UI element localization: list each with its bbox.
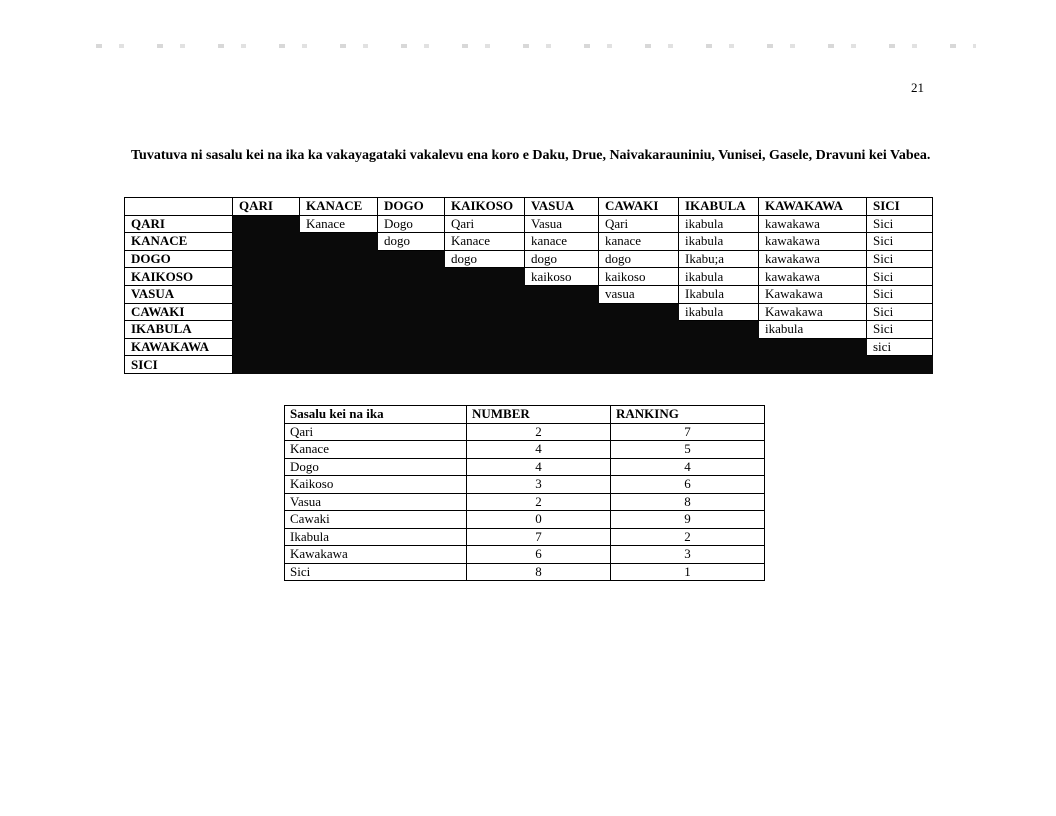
- ranking-row: [285, 511, 765, 529]
- matrix-shaded-cell: [525, 338, 599, 356]
- ranking-item-name: Kanace: [285, 441, 467, 459]
- matrix-row: [125, 215, 933, 233]
- matrix-cell: Sici: [867, 303, 933, 321]
- matrix-shaded-cell: [233, 285, 300, 303]
- matrix-cell: kaikoso: [599, 268, 679, 286]
- matrix-shaded-cell: [300, 233, 378, 251]
- ranking-table: [284, 405, 765, 581]
- matrix-cell: ikabula: [679, 268, 759, 286]
- ranking-rank: 8: [611, 493, 765, 511]
- ranking-number: 0: [467, 511, 611, 529]
- matrix-row-label: CAWAKI: [125, 303, 233, 321]
- matrix-cell: ikabula: [759, 321, 867, 339]
- matrix-cell: Vasua: [525, 215, 599, 233]
- matrix-shaded-cell: [599, 321, 679, 339]
- matrix-cell: dogo: [378, 233, 445, 251]
- matrix-shaded-cell: [445, 321, 525, 339]
- matrix-column-header: CAWAKI: [599, 198, 679, 216]
- ranking-column-header: Sasalu kei na ika: [285, 406, 467, 424]
- ranking-item-name: Kawakawa: [285, 546, 467, 564]
- matrix-shaded-cell: [445, 285, 525, 303]
- matrix-shaded-cell: [233, 321, 300, 339]
- matrix-row: [125, 338, 933, 356]
- matrix-column-header: KANACE: [300, 198, 378, 216]
- matrix-shaded-cell: [679, 321, 759, 339]
- matrix-shaded-cell: [378, 268, 445, 286]
- matrix-row: [125, 250, 933, 268]
- matrix-row: [125, 285, 933, 303]
- matrix-shaded-cell: [378, 338, 445, 356]
- matrix-cell: Ikabula: [679, 285, 759, 303]
- matrix-column-header: KAWAKAWA: [759, 198, 867, 216]
- matrix-shaded-cell: [378, 250, 445, 268]
- ranking-number: 7: [467, 528, 611, 546]
- matrix-shaded-cell: [300, 303, 378, 321]
- matrix-shaded-cell: [679, 356, 759, 374]
- ranking-number: 4: [467, 441, 611, 459]
- matrix-row: [125, 356, 933, 374]
- matrix-cell: Kanace: [300, 215, 378, 233]
- matrix-cell: Sici: [867, 321, 933, 339]
- ranking-column-header: NUMBER: [467, 406, 611, 424]
- ranking-header-row: [285, 406, 765, 424]
- ranking-rank: 3: [611, 546, 765, 564]
- matrix-shaded-cell: [679, 338, 759, 356]
- matrix-header-row: [125, 198, 933, 216]
- ranking-rank: 2: [611, 528, 765, 546]
- matrix-shaded-cell: [233, 356, 300, 374]
- matrix-cell: kawakawa: [759, 268, 867, 286]
- matrix-cell: Qari: [599, 215, 679, 233]
- matrix-column-header: SICI: [867, 198, 933, 216]
- matrix-shaded-cell: [867, 356, 933, 374]
- matrix-row-label: KANACE: [125, 233, 233, 251]
- matrix-shaded-cell: [233, 268, 300, 286]
- ranking-row: [285, 476, 765, 494]
- matrix-shaded-cell: [378, 285, 445, 303]
- document-heading: Tuvatuva ni sasalu kei na ika ka vakayagataki vakalevu ena koro e Daku, Drue, Naivakarauniniu, Vunisei, Gasele, Dravuni kei Vabea.: [131, 148, 931, 163]
- matrix-cell: kawakawa: [759, 215, 867, 233]
- matrix-column-header: VASUA: [525, 198, 599, 216]
- ranking-item-name: Sici: [285, 563, 467, 581]
- matrix-shaded-cell: [599, 338, 679, 356]
- matrix-shaded-cell: [445, 338, 525, 356]
- matrix-shaded-cell: [300, 338, 378, 356]
- matrix-shaded-cell: [599, 356, 679, 374]
- matrix-cell: kanace: [525, 233, 599, 251]
- matrix-cell: Kawakawa: [759, 303, 867, 321]
- matrix-column-header: QARI: [233, 198, 300, 216]
- matrix-corner-cell: [125, 198, 233, 216]
- matrix-shaded-cell: [300, 268, 378, 286]
- matrix-cell: kaikoso: [525, 268, 599, 286]
- matrix-row: [125, 303, 933, 321]
- matrix-row-label: DOGO: [125, 250, 233, 268]
- ranking-rank: 7: [611, 423, 765, 441]
- matrix-column-header: DOGO: [378, 198, 445, 216]
- ranking-rank: 9: [611, 511, 765, 529]
- matrix-cell: vasua: [599, 285, 679, 303]
- ranking-row: [285, 493, 765, 511]
- matrix-shaded-cell: [525, 285, 599, 303]
- ranking-item-name: Qari: [285, 423, 467, 441]
- matrix-row-label: SICI: [125, 356, 233, 374]
- ranking-row: [285, 458, 765, 476]
- matrix-body: [125, 215, 933, 373]
- ranking-rank: 5: [611, 441, 765, 459]
- matrix-shaded-cell: [378, 356, 445, 374]
- ranking-column-header: RANKING: [611, 406, 765, 424]
- matrix-cell: ikabula: [679, 303, 759, 321]
- matrix-shaded-cell: [378, 321, 445, 339]
- matrix-cell: ikabula: [679, 233, 759, 251]
- matrix-row-label: KAIKOSO: [125, 268, 233, 286]
- matrix-cell: Ikabu;a: [679, 250, 759, 268]
- matrix-shaded-cell: [233, 215, 300, 233]
- matrix-shaded-cell: [233, 303, 300, 321]
- matrix-shaded-cell: [300, 250, 378, 268]
- ranking-number: 8: [467, 563, 611, 581]
- matrix-cell: Sici: [867, 215, 933, 233]
- matrix-column-header: KAIKOSO: [445, 198, 525, 216]
- matrix-shaded-cell: [300, 321, 378, 339]
- ranking-number: 4: [467, 458, 611, 476]
- matrix-shaded-cell: [445, 356, 525, 374]
- scan-noise-strip: [96, 44, 976, 48]
- matrix-cell: dogo: [599, 250, 679, 268]
- ranking-row: [285, 441, 765, 459]
- matrix-row-label: KAWAKAWA: [125, 338, 233, 356]
- ranking-row: [285, 423, 765, 441]
- matrix-shaded-cell: [233, 338, 300, 356]
- matrix-cell: Kawakawa: [759, 285, 867, 303]
- ranking-rank: 1: [611, 563, 765, 581]
- matrix-row: [125, 321, 933, 339]
- matrix-row: [125, 268, 933, 286]
- matrix-shaded-cell: [300, 285, 378, 303]
- matrix-cell: Sici: [867, 250, 933, 268]
- matrix-row-label: VASUA: [125, 285, 233, 303]
- matrix-cell: ikabula: [679, 215, 759, 233]
- matrix-shaded-cell: [599, 303, 679, 321]
- ranking-rank: 6: [611, 476, 765, 494]
- ranking-row: [285, 546, 765, 564]
- matrix-column-header: IKABULA: [679, 198, 759, 216]
- matrix-cell: Sici: [867, 233, 933, 251]
- matrix-cell: dogo: [525, 250, 599, 268]
- matrix-row-label: QARI: [125, 215, 233, 233]
- ranking-number: 6: [467, 546, 611, 564]
- ranking-item-name: Vasua: [285, 493, 467, 511]
- matrix-cell: Dogo: [378, 215, 445, 233]
- matrix-row: [125, 233, 933, 251]
- matrix-shaded-cell: [445, 268, 525, 286]
- matrix-shaded-cell: [300, 356, 378, 374]
- matrix-cell: sici: [867, 338, 933, 356]
- ranking-item-name: Cawaki: [285, 511, 467, 529]
- ranking-number: 2: [467, 423, 611, 441]
- matrix-cell: kawakawa: [759, 250, 867, 268]
- ranking-row: [285, 528, 765, 546]
- ranking-rank: 4: [611, 458, 765, 476]
- ranking-item-name: Kaikoso: [285, 476, 467, 494]
- matrix-shaded-cell: [525, 303, 599, 321]
- matrix-cell: Sici: [867, 285, 933, 303]
- page-number: 21: [911, 80, 924, 95]
- matrix-shaded-cell: [378, 303, 445, 321]
- ranking-number: 2: [467, 493, 611, 511]
- matrix-cell: kawakawa: [759, 233, 867, 251]
- ranking-number: 3: [467, 476, 611, 494]
- matrix-cell: kanace: [599, 233, 679, 251]
- matrix-shaded-cell: [233, 250, 300, 268]
- matrix-shaded-cell: [525, 321, 599, 339]
- matrix-shaded-cell: [445, 303, 525, 321]
- matrix-shaded-cell: [759, 338, 867, 356]
- matrix-shaded-cell: [233, 233, 300, 251]
- pairwise-comparison-matrix: [124, 197, 933, 374]
- ranking-body: [285, 423, 765, 581]
- matrix-shaded-cell: [759, 356, 867, 374]
- ranking-item-name: Dogo: [285, 458, 467, 476]
- matrix-row-label: IKABULA: [125, 321, 233, 339]
- matrix-cell: Kanace: [445, 233, 525, 251]
- matrix-cell: dogo: [445, 250, 525, 268]
- matrix-cell: Sici: [867, 268, 933, 286]
- ranking-item-name: Ikabula: [285, 528, 467, 546]
- matrix-cell: Qari: [445, 215, 525, 233]
- ranking-row: [285, 563, 765, 581]
- matrix-shaded-cell: [525, 356, 599, 374]
